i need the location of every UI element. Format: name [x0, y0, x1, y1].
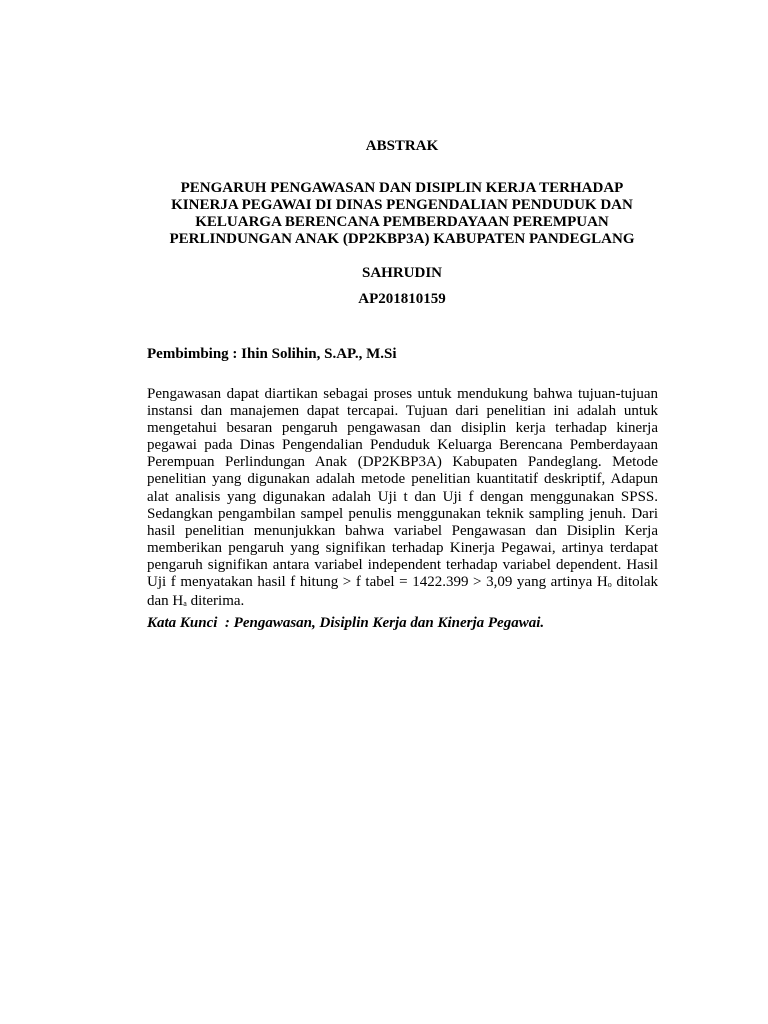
abstract-title: ABSTRAK: [365, 138, 439, 154]
abstract-body: [147, 386, 658, 612]
abstract-mid-text: ditolak dan H: [147, 574, 658, 610]
thesis-heading: PENGARUH PENGAWASAN DAN DISIPLIN KERJA TERHADAP KINERJA PEGAWAI DI DINAS PENGENDALIAN PENDUDUK DAN KELUARGA BERENCANA PEMBERDAYAAN PEREMPUAN PERLINDUNGAN ANAK (DP2KBP3A) KABUPATEN PANDEGLANG: [169, 180, 635, 247]
keywords-line: Kata Kunci : Pengawasan, Disiplin Kerja dan Kinerja Pegawai.: [147, 615, 545, 631]
abstract-end-text: diterima.: [186, 593, 245, 610]
abstract-main-text: Pengawasan dapat diartikan sebagai proses untuk mendukung bahwa tujuan-tujuan instansi dan manajemen dapat tercapai. Tujuan dari penelitian ini adalah untuk mengetahui besaran pengaruh pengawasan dan disiplin kerja terhadap kinerja pegawai pada Dinas Pengendalian Penduduk Keluarga Berencana Pemberdayaan Perempuan Perlindungan Anak (DP2KBP3A) Kabupaten Pandeglang. Metode penelitian yang digunakan adalah metode penelitian kuantitatif deskriptif, Adapun alat analisis yang digunakan adalah Uji t dan Uji f dengan menggunakan SPSS. Sedangkan pengambilan sampel penulis menggunakan teknik sampling jenuh. Dari hasil penelitian menunjukkan bahwa variabel Pengawasan dan Disiplin Kerja memberikan pengaruh yang signifikan terhadap Kinerja Pegawai, artinya terdapat pengaruh signifikan antara variabel independent terhadap variabel dependent. Hasil Uji f menyatakan hasil f hitung > f tabel = 1422.399 > 3,09 yang artinya H: [147, 386, 658, 591]
student-id: AP201810159: [358, 291, 446, 307]
ha-subscript: a: [183, 599, 187, 609]
supervisor-line: Pembimbing : Ihin Solihin, S.AP., M.Si: [147, 346, 397, 362]
author-name: SAHRUDIN: [361, 265, 442, 281]
h0-subscript: o: [607, 580, 612, 590]
